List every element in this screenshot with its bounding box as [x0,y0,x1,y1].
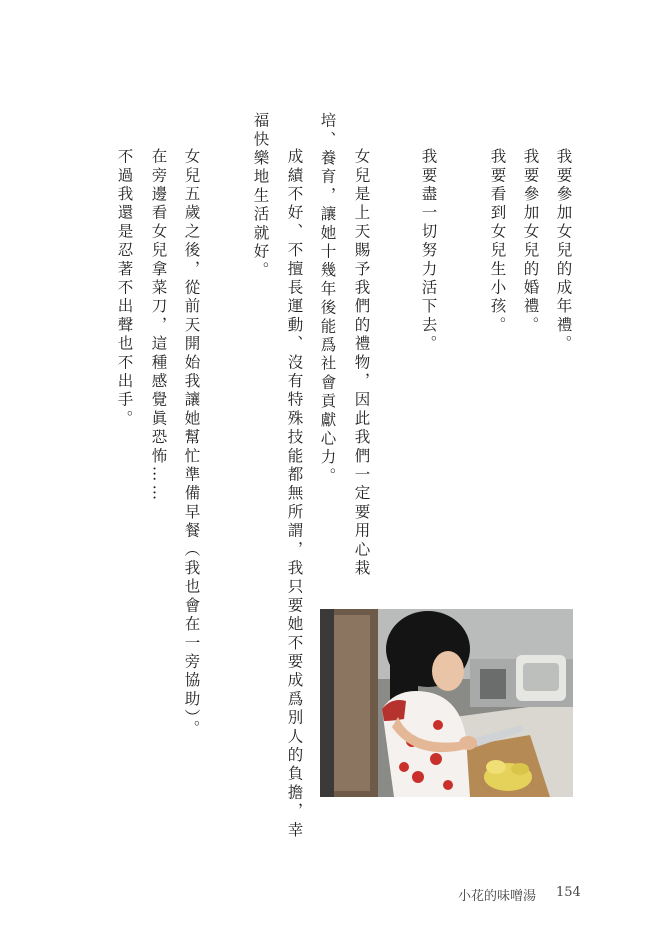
text-line-9: 女兒五歲之後，從前天開始我讓她幫忙準備早餐（我也會在一旁協助）。 [182,148,201,739]
text-line-10: 在旁邊看女兒拿菜刀，這種感覺眞恐怖…… [149,148,168,504]
text-line-11: 不過我還是忍著不出聲也不出手。 [115,148,134,429]
text-line-8: 福快樂地生活就好。 [251,112,270,281]
page-number: 154 [556,885,581,900]
book-title: 小花的味噌湯 [458,889,537,904]
text-line-4: 我要盡一切努力活下去。 [419,148,438,354]
text-line-1: 我要參加女兒的成年禮。 [554,148,573,354]
text-line-7: 成績不好、不擅長運動、沒有特殊技能都無所謂，我只要她不要成爲別人的負擔，幸 [285,148,304,840]
girl-cutting-vegetables-photo [320,609,573,797]
text-line-6: 培、養育，讓她十幾年後能爲社會貢獻心力。 [318,112,337,486]
text-line-2: 我要參加女兒的婚禮。 [521,148,540,335]
text-line-5: 女兒是上天賜予我們的禮物，因此我們一定要用心栽 [352,148,371,579]
text-line-3: 我要看到女兒生小孩。 [488,148,507,335]
